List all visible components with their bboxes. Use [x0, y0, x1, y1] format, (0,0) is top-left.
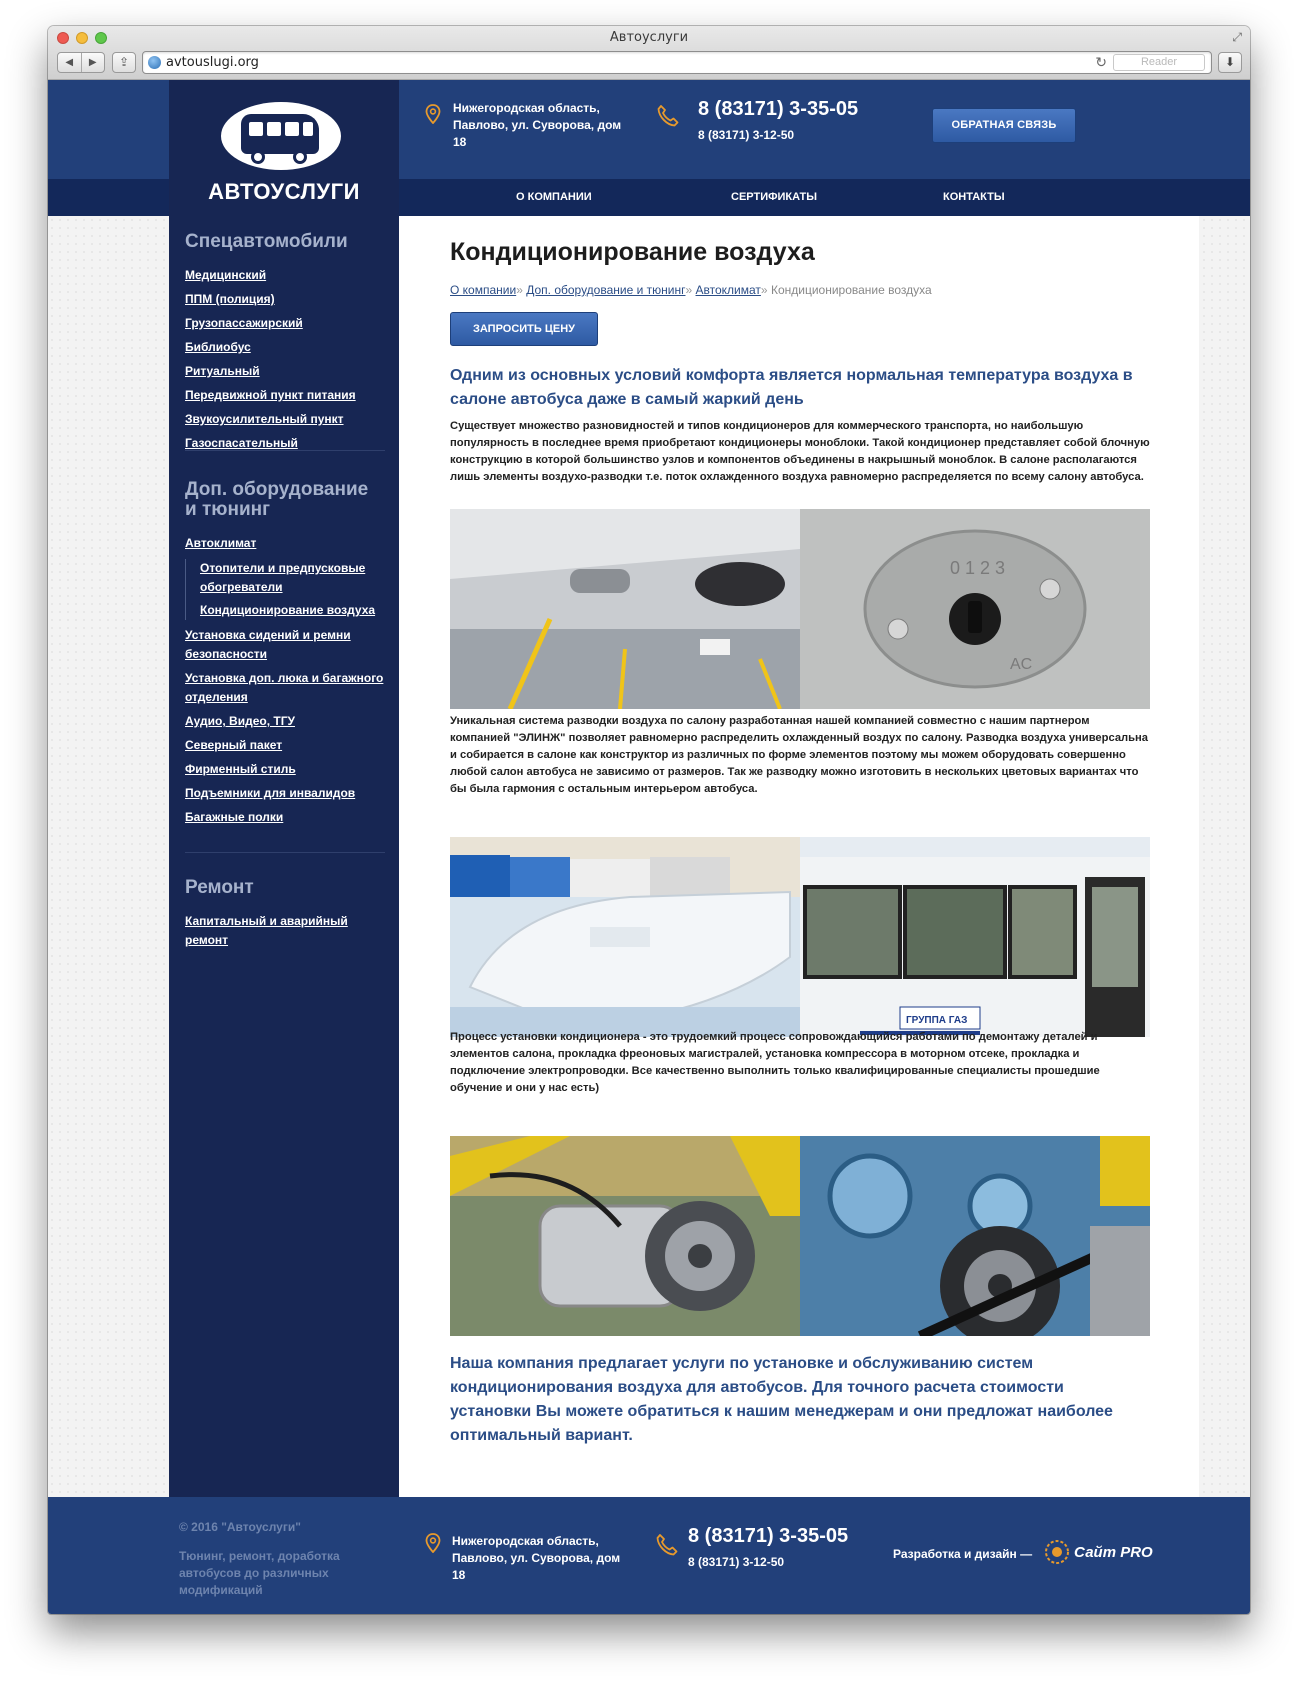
sidebar-item-hatch[interactable]: Установка доп. люка и багажного отделения — [185, 671, 384, 704]
photo-engine-pulleys — [800, 1136, 1150, 1336]
back-icon[interactable]: ◀ — [58, 53, 82, 72]
sidebar-item-north-pack[interactable]: Северный пакет — [185, 738, 283, 752]
paragraph-air-distribution: Уникальная система разводки воздуха по салону разработанная нашей компанией совместно с нашим партнером компанией "ЭЛИНЖ" позволяет равномерно распределить охлажденный воздух по салону. Разводка воздуха универсальна и собирается в салоне как конструктор из различных по форме элементов поэтому мы можем оборудовать совершенно любой салон автобуса не зависимо от размеров. Так же разводку можно изготовить в нескольких цветовых вариантах что бы была гармония с остальным интерьером автобуса. — [450, 715, 1149, 795]
sidebar-item-cargo-passenger[interactable]: Грузопассажирский — [185, 316, 303, 330]
footer-address: Нижегородская область, Павлово, ул. Суворова, дом 18 — [452, 1534, 621, 1582]
sidebar-item-repair[interactable]: Капитальный и аварийный ремонт — [185, 914, 348, 947]
lead-text: Одним из основных условий комфорта является нормальная температура воздуха в салоне автобуса даже в самый жаркий день — [450, 367, 1133, 408]
location-pin-icon — [425, 104, 441, 124]
footer-copyright: © 2016 "Автоуслуги" — [179, 1520, 301, 1534]
header-phone-main[interactable]: 8 (83171) 3-35-05 — [698, 98, 859, 120]
page-title: Кондиционирование воздуха — [450, 238, 815, 266]
sidebar — [169, 80, 399, 1497]
nav-item-company[interactable]: О КОМПАНИИ — [516, 191, 592, 203]
share-icon[interactable]: ⇪ — [112, 52, 136, 73]
bus-logo-window — [249, 122, 263, 136]
web-page — [48, 80, 1250, 1614]
bus-brand-label: ГРУППА ГАЗ — [906, 1015, 968, 1026]
sidebar-heading: Ремонт — [185, 877, 254, 898]
bus-logo-window — [267, 122, 281, 136]
sidebar-item-police[interactable]: ППМ (полиция) — [185, 292, 275, 306]
sidebar-list — [185, 266, 385, 453]
photo-roof-unit — [450, 837, 800, 1037]
photo-compressor — [450, 1136, 800, 1336]
footer — [48, 1497, 1250, 1614]
top-navigation — [399, 179, 1250, 216]
sidebar-heading: Доп. оборудование и тюнинг — [185, 479, 369, 520]
url-text[interactable]: avtouslugi.org — [166, 55, 259, 70]
back-forward-buttons — [57, 52, 105, 73]
header-address: Нижегородская область, Павлово, ул. Суворова, дом 18 — [453, 101, 622, 149]
footer-copyright-block — [179, 1519, 359, 1599]
window-title: Автоуслуги — [609, 30, 689, 45]
breadcrumb-link-autoclimate[interactable]: Автоклимат — [695, 283, 761, 297]
sidebar-item-lifts[interactable]: Подъемники для инвалидов — [185, 786, 356, 800]
sidebar-subitem-heaters[interactable]: Отопители и предпусковые обогреватели — [200, 561, 366, 594]
photo-ceiling-vents — [450, 509, 800, 709]
footer-phone-main[interactable]: 8 (83171) 3-35-05 — [688, 1525, 849, 1547]
logo-text: АВТОУСЛУГИ — [208, 179, 360, 204]
sidebar-item-seats[interactable]: Установка сидений и ремни безопасности — [185, 628, 351, 661]
sidebar-heading: Спецавтомобили — [185, 231, 348, 252]
phone-icon — [656, 104, 680, 128]
sidebar-list — [185, 912, 385, 950]
sidebar-item-funeral[interactable]: Ритуальный — [185, 364, 260, 378]
address-bar[interactable] — [142, 51, 1212, 74]
bus-logo-window — [285, 122, 299, 136]
breadcrumb-link-company[interactable]: О компании — [450, 283, 517, 297]
site-logo[interactable] — [169, 80, 399, 216]
bus-logo-wheel — [251, 150, 265, 164]
photo-vent-dial — [800, 509, 1150, 709]
location-pin-icon — [425, 1533, 441, 1553]
sidebar-item-audio-video[interactable]: Аудио, Видео, ТГУ — [185, 714, 295, 728]
sidebar-divider — [185, 852, 385, 853]
footer-phone-secondary[interactable]: 8 (83171) 3-12-50 — [688, 1555, 785, 1569]
sidebar-list — [185, 534, 385, 827]
breadcrumb-separator: » — [685, 283, 693, 297]
sidebar-item-sound[interactable]: Звукоусилительный пункт — [185, 412, 344, 426]
nav-item-certificates[interactable]: СЕРТИФИКАТЫ — [731, 191, 817, 203]
dial-ac-label: AC — [1010, 656, 1033, 673]
sidebar-item-library-bus[interactable]: Библиобус — [185, 340, 251, 354]
footer-tagline: Тюнинг, ремонт, доработка автобусов до различных модификаций — [179, 1549, 340, 1597]
breadcrumb-link-equipment[interactable]: Доп. оборудование и тюнинг — [526, 283, 686, 297]
sidebar-item-gas-rescue[interactable]: Газоспасательный — [185, 436, 298, 450]
sidebar-item-luggage[interactable]: Багажные полки — [185, 810, 284, 824]
downloads-icon[interactable]: ⬇ — [1218, 52, 1242, 73]
closing-text: Наша компания предлагает услуги по установке и обслуживанию систем кондиционирования воздуха для автобусов. Для точного расчета стоимости установки Вы можете обратиться к нашим менеджерам и они предложат наиболее оптимальный вариант. — [450, 1355, 1113, 1444]
header-phone-secondary[interactable]: 8 (83171) 3-12-50 — [698, 128, 795, 142]
forward-icon[interactable]: ▶ — [88, 57, 97, 68]
sidebar-divider — [185, 450, 385, 451]
sidebar-section-repair — [185, 878, 385, 955]
breadcrumb-separator: » — [760, 283, 768, 297]
breadcrumb — [450, 283, 932, 297]
photo-bus-windows — [800, 837, 1150, 1037]
nav-item-contacts[interactable]: КОНТАКТЫ — [943, 191, 1005, 203]
sidebar-section-equipment — [185, 480, 385, 832]
sidebar-section-special-vehicles — [185, 232, 385, 458]
reload-icon[interactable]: ↻ — [1095, 54, 1107, 70]
bus-logo-wheel — [293, 150, 307, 164]
browser-window — [48, 26, 1250, 1614]
sidebar-item-medical[interactable]: Медицинский — [185, 268, 267, 282]
sidebar-subitem-air-conditioning[interactable]: Кондиционирование воздуха — [200, 603, 376, 617]
phone-icon — [655, 1533, 679, 1557]
fullscreen-icon[interactable]: ⤢ — [1232, 30, 1242, 44]
request-price-button[interactable]: ЗАПРОСИТЬ ЦЕНУ — [450, 312, 598, 346]
sidebar-item-autoclimate[interactable]: Автоклимат — [185, 536, 257, 550]
feedback-button[interactable]: ОБРАТНАЯ СВЯЗЬ — [932, 108, 1076, 143]
developer-logo[interactable] — [1044, 1537, 1153, 1567]
bus-logo-window — [303, 122, 313, 136]
footer-dev-label: Разработка и дизайн — — [893, 1547, 1033, 1561]
paragraph-intro: Существует множество разновидностей и типов кондиционеров для коммерческого транспорта, но наибольшую популярность в последнее время приобретают кондиционеры моноблоки. Такой кондиционер представляет собой блочную конструкцию в которой большинство узлов и компонентов объединены в накрышный моноблок. В салоне располагаются лишь элементы воздухо-разводки т.е. поток охлажденного воздуха равномерно распределяется по всему салону автобуса. — [450, 420, 1150, 483]
dial-numbers: 0 1 2 3 — [950, 558, 1006, 578]
main-content — [399, 216, 1199, 1497]
sidebar-item-branding[interactable]: Фирменный стиль — [185, 762, 296, 776]
developer-logo-icon — [1044, 1539, 1070, 1565]
browser-titlebar — [48, 26, 1250, 80]
reader-button[interactable]: Reader — [1113, 54, 1205, 71]
breadcrumb-current: Кондиционирование воздуха — [770, 283, 932, 297]
sidebar-item-mobile-food[interactable]: Передвижной пункт питания — [185, 388, 356, 402]
paragraph-installation: Процесс установки кондиционера - это трудоемкий процесс сопровождающийся работами по демонтажу деталей и элементов салона, прокладка фреоновых магистралей, установка компрессора в моторном отсеке, прокладка и подключение электропроводки. Все качественно выполнить только квалифицированные специалисты прошедшие обучение и они у нас есть) — [450, 1031, 1100, 1094]
globe-icon — [148, 56, 161, 69]
developer-logo-text: Сайт PRO — [1074, 1543, 1153, 1561]
breadcrumb-separator: » — [516, 283, 523, 297]
sidebar-sublist — [185, 559, 385, 620]
